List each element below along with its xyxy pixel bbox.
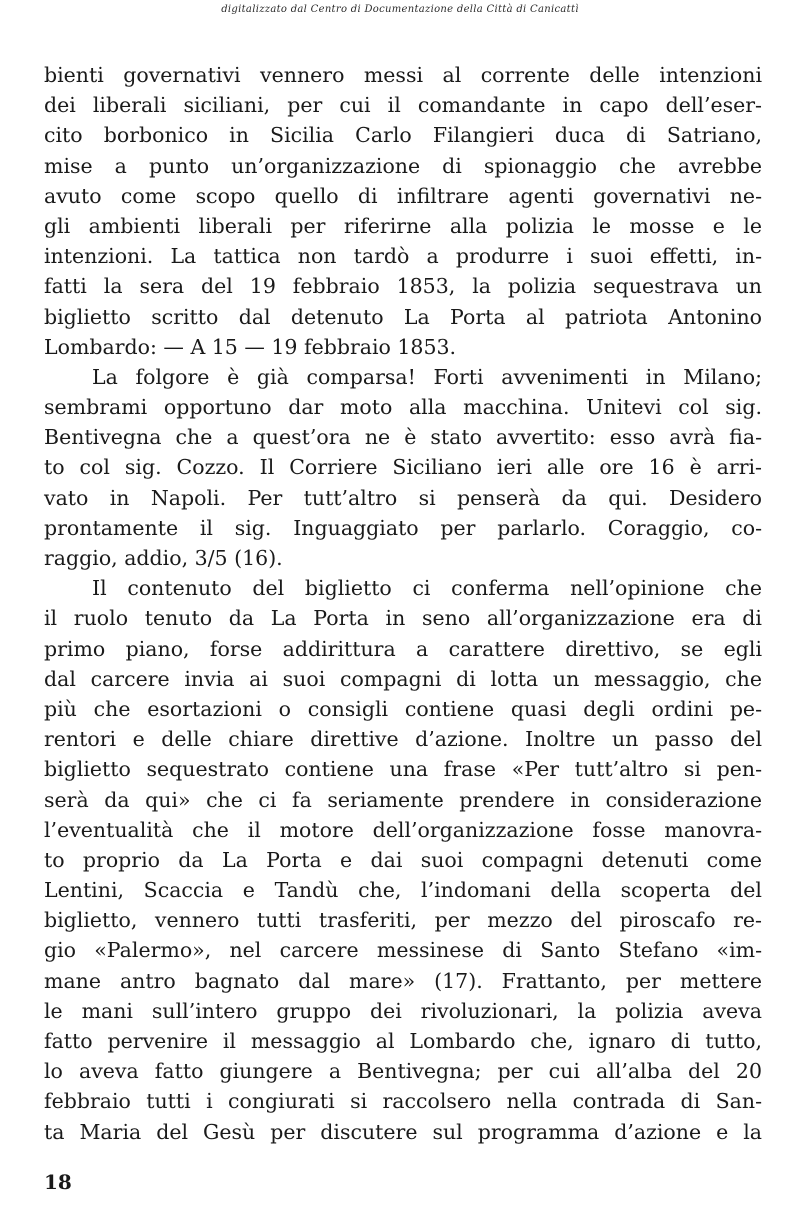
text-line: intenzioni. La tattica non tardò a produrre i suoi effetti, in- xyxy=(44,244,762,269)
text-line: sembrami opportuno dar moto alla macchina. Unitevi col sig. xyxy=(44,395,762,420)
text-line: La folgore è già comparsa! Forti avvenimenti in Milano; xyxy=(92,364,762,389)
text-line: fatto pervenire il messaggio al Lombardo che, ignaro di tutto, xyxy=(44,1029,762,1053)
text-line: dal carcere invia ai suoi compagni di lotta un messaggio, che xyxy=(44,666,762,691)
text-line: gio «Palermo», nel carcere messinese di Santo Stefano «im- xyxy=(44,938,762,963)
text-line: raggio, addio, 3/5 (16). xyxy=(44,546,283,570)
text-line: le mani sull’intero gruppo dei rivoluzionari, la polizia aveva xyxy=(44,998,762,1023)
body-text xyxy=(44,60,762,1147)
text-line: bienti governativi vennero messi al corrente delle intenzioni xyxy=(44,63,762,87)
text-line: più che esortazioni o consigli contiene quasi degli ordini pe- xyxy=(44,696,762,721)
text-line: lo aveva fatto giungere a Bentivegna; per cui all’alba del 20 xyxy=(44,1059,762,1084)
text-line: biglietto sequestrato contiene una frase «Per tutt’altro si pen- xyxy=(44,757,762,782)
text-line: biglietto, vennero tutti trasferiti, per mezzo del piroscafo re- xyxy=(44,908,762,933)
text-line: ta Maria del Gesù per discutere sul programma d’azione e la xyxy=(44,1119,762,1144)
text-line: Lombardo: — A 15 — 19 febbraio 1853. xyxy=(44,334,457,359)
text-line: l’eventualità che il motore dell’organizzazione fosse manovra- xyxy=(44,817,762,842)
text-line: il ruolo tenuto da La Porta in seno all’organizzazione era di xyxy=(44,606,762,631)
text-line: mane antro bagnato dal mare» (17). Frattanto, per mettere xyxy=(44,968,762,993)
text-line: primo piano, forse addirittura a carattere direttivo, se egli xyxy=(44,636,762,661)
page-number: 18 xyxy=(44,1170,72,1194)
text-line: Il contenuto del biglietto ci conferma nell’opinione che xyxy=(92,576,762,601)
text-line: vato in Napoli. Per tutt’altro si penserà da qui. Desidero xyxy=(44,485,762,510)
text-line: to col sig. Cozzo. Il Corriere Siciliano ieri alle ore 16 è arri- xyxy=(44,455,762,480)
watermark-header: digitalizzato dal Centro di Documentazione della Città di Canicattì xyxy=(221,4,579,15)
text-line: serà da qui» che ci fa seriamente prendere in considerazione xyxy=(44,787,762,812)
text-line: dei liberali siciliani, per cui il comandante in capo dell’eser- xyxy=(44,93,762,118)
text-line: rentori e delle chiare direttive d’azione. Inoltre un passo del xyxy=(44,727,762,752)
text-line: Lentini, Scaccia e Tandù che, l’indomani della scoperta del xyxy=(44,878,762,903)
text-line: cito borbonico in Sicilia Carlo Filangieri duca di Satriano, xyxy=(44,123,762,148)
text-line: prontamente il sig. Inguaggiato per parlarlo. Coraggio, co- xyxy=(44,515,762,540)
text-line: gli ambienti liberali per riferirne alla polizia le mosse e le xyxy=(44,213,762,238)
text-line: biglietto scritto dal detenuto La Porta al patriota Antonino xyxy=(44,304,762,329)
text-line: febbraio tutti i congiurati si raccolsero nella contrada di San- xyxy=(44,1089,762,1114)
text-line: Bentivegna che a quest’ora ne è stato avvertito: esso avrà fia- xyxy=(44,425,762,450)
text-line: avuto come scopo quello di infiltrare agenti governativi ne- xyxy=(44,183,762,208)
text-line: to proprio da La Porta e dai suoi compagni detenuti come xyxy=(44,847,762,872)
text-line: mise a punto un’organizzazione di spionaggio che avrebbe xyxy=(44,153,762,178)
text-line: fatti la sera del 19 febbraio 1853, la polizia sequestrava un xyxy=(44,274,762,299)
